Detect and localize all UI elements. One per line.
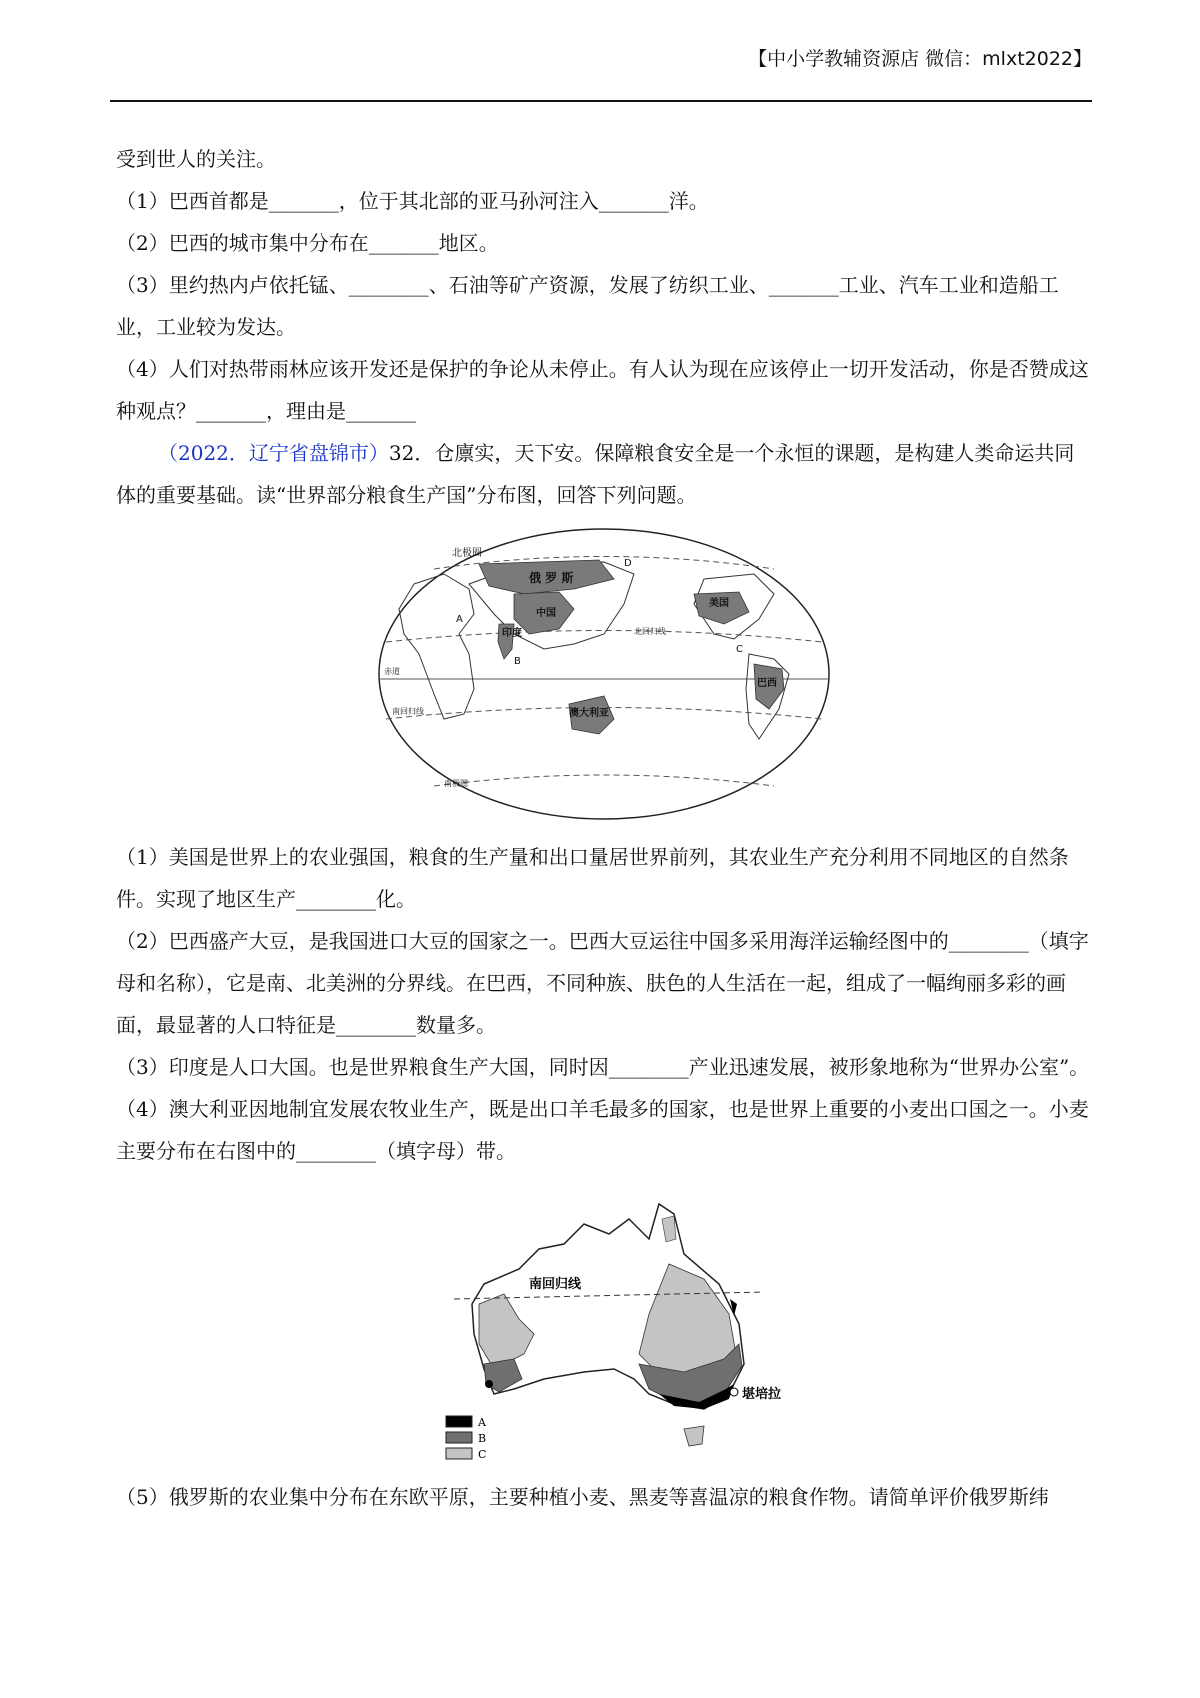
question-3: （3）印度是人口大国。也是世界粮食生产大国，同时因________产业迅速发展，被形象地称为“世界办公室”。 bbox=[116, 1055, 1090, 1079]
brazil-question-1: （1）巴西首都是_______，位于其北部的亚马孙河注入_______洋。 bbox=[116, 189, 709, 213]
zone-a-southwest bbox=[485, 1380, 493, 1388]
point-a-label: A bbox=[456, 614, 463, 625]
question-source: （2022．辽宁省盘锦市） bbox=[158, 441, 389, 465]
canberra-marker bbox=[730, 1388, 738, 1396]
point-c-label: C bbox=[736, 644, 743, 655]
point-b-label: B bbox=[514, 656, 521, 667]
equator-label: 赤道 bbox=[384, 667, 400, 676]
legend-b-swatch bbox=[446, 1432, 472, 1443]
india-label: 印度 bbox=[502, 628, 522, 639]
point-d-label: D bbox=[624, 558, 632, 569]
brazil-question-3: （3）里约热内卢依托锰、________、石油等矿产资源，发展了纺织工业、_______工业、汽车工业和造船工业，工业较为发达。 bbox=[116, 273, 1059, 339]
world-map-figure bbox=[374, 524, 834, 824]
legend-b-label: B bbox=[478, 1432, 487, 1445]
china-label: 中国 bbox=[536, 608, 556, 619]
page-header: 【中小学教辅资源店 微信：mlxt2022】 bbox=[748, 48, 1092, 70]
legend-a-swatch bbox=[446, 1416, 472, 1427]
brazil-question-2: （2）巴西的城市集中分布在_______地区。 bbox=[116, 231, 499, 255]
australia-label: 澳大利亚 bbox=[569, 708, 609, 719]
legend-c-label: C bbox=[478, 1448, 487, 1461]
canberra-label: 堪培拉 bbox=[742, 1387, 782, 1402]
legend-a-label: A bbox=[478, 1416, 486, 1429]
australia-map-figure bbox=[434, 1194, 782, 1464]
question-32-text: 32．仓廪实，天下安。保障粮食安全是一个永恒的课题，是构建人类命运共同体的重要基础。读“世界部分粮食生产国”分布图，回答下列问题。 bbox=[116, 441, 1075, 507]
tropic-north-label: 北回归线 bbox=[634, 627, 666, 636]
arctic-label: 北极圈 bbox=[452, 548, 482, 559]
header-rule bbox=[110, 100, 1092, 102]
document-body bbox=[116, 138, 1092, 1518]
australia-map bbox=[434, 1194, 782, 1464]
question-2: （2）巴西盛产大豆，是我国进口大豆的国家之一。巴西大豆运往中国多采用海洋运输经图中的________（填字母和名称），它是南、北美洲的分界线。在巴西，不同种族、肤色的人生活在一起，组成了一幅绚丽多彩的画面，最显著的人口特征是________数量多。 bbox=[116, 929, 1089, 1037]
legend-c-swatch bbox=[446, 1448, 472, 1459]
tasmania bbox=[684, 1426, 704, 1446]
tropic-label: 南回归线 bbox=[529, 1277, 582, 1292]
question-5: （5）俄罗斯的农业集中分布在东欧平原，主要种植小麦、黑麦等喜温凉的粮食作物。请简单评价俄罗斯纬 bbox=[116, 1485, 1049, 1509]
brazil-question-4: （4）人们对热带雨林应该开发还是保护的争论从未停止。有人认为现在应该停止一切开发活动，你是否赞成这种观点？_______，理由是_______ bbox=[116, 357, 1089, 423]
question-32-stem bbox=[116, 432, 1092, 516]
brazil-label: 巴西 bbox=[757, 678, 777, 689]
russia-label: 俄 罗 斯 bbox=[529, 571, 574, 585]
antarctic-label: 南极圈 bbox=[444, 779, 468, 788]
world-map bbox=[374, 524, 834, 824]
question-1: （1）美国是世界上的农业强国，粮食的生产量和出口量居世界前列，其农业生产充分利用不同地区的自然条件。实现了地区生产________化。 bbox=[116, 845, 1069, 911]
tropic-south-label: 南回归线 bbox=[392, 707, 424, 716]
intro-line: 受到世人的关注。 bbox=[116, 147, 276, 171]
question-4: （4）澳大利亚因地制宜发展农牧业生产，既是出口羊毛最多的国家，也是世界上重要的小麦出口国之一。小麦主要分布在右图中的________（填字母）带。 bbox=[116, 1097, 1089, 1163]
usa-label: 美国 bbox=[709, 598, 729, 609]
